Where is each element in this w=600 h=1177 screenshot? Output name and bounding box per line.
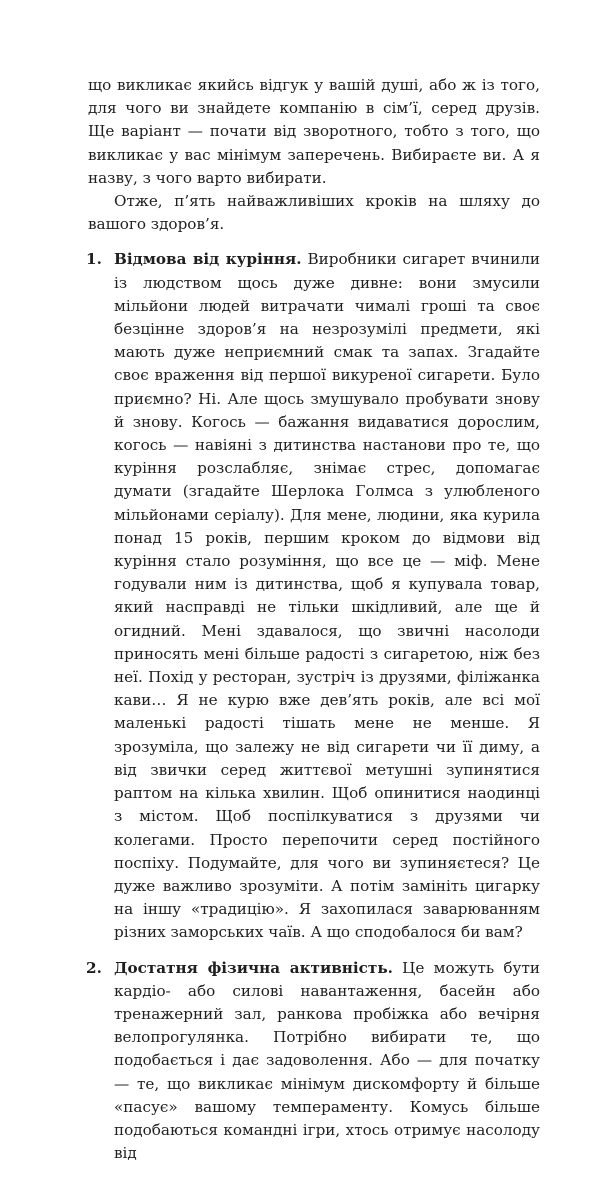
book-page [88,74,540,1177]
item-number: 1. [86,250,102,269]
item-title: Достатня фізична активність. [114,958,393,977]
item-number: 2. [86,958,102,977]
intro-paragraph: що викликає якийсь відгук у вашій душі, або ж із того, для чого ви знайдете компанію в сім’ї, серед друзів. Ще варіант — почати від зворотного, тобто з того, що викликає у вас мінімум заперечень. Вибираєте ви. А я назву, з чого варто вибирати. [88,76,540,187]
item-title: Відмова від куріння. [114,250,302,269]
item-body [114,957,540,1166]
item-text: Виробники сигарет вчинили із людством щось дуже дивне: вони змусили мільйони людей витрачати чималі гроші та своє безцінне здоров’я на незрозумілі предмети, які мають дуже неприємний смак та запах. Згадайте своє враження від першої викуреної сигарети. Було приємно? Ні. Але щось змушувало пробувати знову й знову. Когось — бажання видаватися дорослим, когось — навіяні з дитинства настанови про те, що куріння розслабляє, знімає стрес, допомагає думати (згадайте Шерлока Голмса з улюбленого мільйонами серіалу). Для мене, людини, яка курила понад 15 років, першим кроком до відмови від куріння стало розуміння, що все це — міф. Мене годували ним із дитинства, щоб я купувала товар, який насправді не тільки шкідливий, але ще й огидний. Мені здавалося, що звичні насолоди приносять мені більше радості з сигаретою, ніж без неї. Похід у ресторан, зустріч із друзями, філіжанка кави… Я не курю вже дев’ять років, але всі мої маленькі радості тішать мене не менше. Я зрозуміла, що залежу не від сигарети чи її диму, а від звички серед життєвої метушні зупинятися раптом на кілька хвилин. Щоб опинитися наодинці з містом. Щоб поспілкуватися з друзями чи колегами. Просто перепочити серед постійного поспіху. Подумайте, для чого ви зупиняєтеся? Це дуже важливо зрозуміти. А потім замініть цигарку на іншу «традицію». Я захопилася заварюванням різних заморських чаїв. А що сподобалося би вам? [114,250,540,942]
list-item [88,957,540,1166]
item-body [114,248,540,944]
item-text: Це можуть бути кардіо- або силові навантаження, басейн або тренажерний зал, ранкова пробіжка або вечірня велопрогулянка. Потрібно вибирати те, що подобається і дає задоволення. Або — для початку — те, що викликає мінімум дискомфорту й більше «пасує» вашому темпераменту. Комусь більше подобаються командні ігри, хтось отримує насолоду від [114,958,540,1163]
steps-list [88,248,540,1165]
intro-summary: Отже, п’ять найважливіших кроків на шляху до вашого здоров’я. [88,192,540,234]
list-item [88,248,540,944]
